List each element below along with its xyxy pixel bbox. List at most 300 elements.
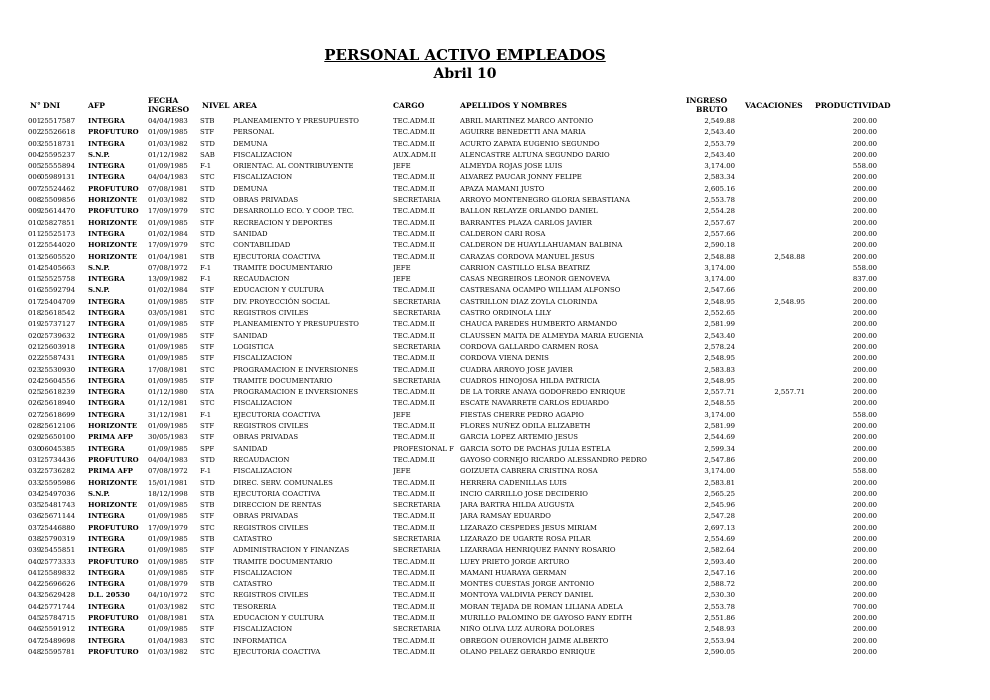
- cell-nombre: CARRION CASTILLO ELSA BEATRIZ: [460, 263, 590, 272]
- cell-dni: 25592794: [40, 286, 76, 295]
- cell-area: TESORERIA: [233, 602, 277, 611]
- cell-cargo: SECRETARIA: [393, 309, 441, 318]
- cell-nivel: STB: [200, 534, 215, 543]
- cell-nivel: STF: [200, 320, 215, 329]
- cell-dni: 06045385: [40, 444, 76, 453]
- cell-fecha: 01/09/1985: [148, 320, 188, 329]
- cell-afp: INTEGRA: [88, 309, 125, 318]
- header-vacaciones: VACACIONES: [745, 101, 803, 110]
- cell-bruto: 2,543.40: [704, 128, 735, 137]
- cell-bruto: 2,552.65: [704, 309, 735, 318]
- cell-bruto: 2,554.28: [704, 207, 735, 216]
- cell-area: FISCALIZACION: [233, 150, 293, 159]
- cell-bruto: 2,551.86: [704, 614, 735, 623]
- cell-nombre: CORDOVA GALLARDO CARMEN ROSA: [460, 342, 599, 351]
- table-row: [0, 489, 990, 500]
- cell-bruto: 2,547.28: [704, 512, 735, 521]
- cell-fecha: 01/09/1985: [148, 501, 188, 510]
- cell-n: 026: [28, 399, 42, 408]
- cell-dni: 25595237: [40, 150, 76, 159]
- cell-afp: INTEGRA: [88, 162, 125, 171]
- cell-nivel: STC: [200, 309, 215, 318]
- cell-dni: 25595781: [40, 647, 76, 656]
- cell-cargo: TEC.ADM.II: [393, 591, 436, 600]
- cell-bruto: 2,530.30: [704, 591, 735, 600]
- table-row: [0, 602, 990, 613]
- cell-afp: HORIZONTE: [88, 196, 138, 205]
- cell-bruto: 2,593.40: [704, 557, 735, 566]
- cell-n: 047: [28, 636, 42, 645]
- cell-nombre: JARA BARTRA HILDA AUGUSTA: [460, 501, 575, 510]
- cell-cargo: SECRETARIA: [393, 196, 441, 205]
- header-nivel: NIVEL: [202, 101, 230, 110]
- cell-afp: HORIZONTE: [88, 501, 138, 510]
- table-row: [0, 387, 990, 398]
- cell-n: 004: [28, 150, 42, 159]
- table-row: [0, 590, 990, 601]
- cell-nivel: STF: [200, 218, 215, 227]
- cell-nivel: STC: [200, 636, 215, 645]
- cell-cargo: TEC.ADM.II: [393, 286, 436, 295]
- cell-fecha: 01/12/1982: [148, 150, 188, 159]
- cell-fecha: 04/04/1983: [148, 173, 188, 182]
- cell-vacaciones: 2,557.71: [774, 388, 805, 397]
- cell-nivel: STC: [200, 591, 215, 600]
- cell-dni: 25525758: [40, 275, 76, 284]
- cell-dni: 25603918: [40, 342, 76, 351]
- cell-area: DIV. PROYECCIÓN SOCIAL: [233, 297, 330, 306]
- cell-n: 001: [28, 117, 42, 125]
- cell-n: 007: [28, 184, 42, 193]
- cell-nombre: CORDOVA VIENA DENIS: [460, 354, 549, 363]
- cell-area: DEMUNA: [233, 139, 268, 148]
- cell-afp: INTEGRA: [88, 365, 125, 374]
- cell-afp: INTEGRA: [88, 117, 125, 125]
- cell-dni: 25771744: [40, 602, 76, 611]
- cell-nombre: LIZARAZO CESPEDES JESUS MIRIAM: [460, 523, 597, 532]
- cell-bruto: 2,583.81: [704, 478, 735, 487]
- cell-afp: INTEGRA: [88, 229, 125, 238]
- cell-area: FISCALIZACION: [233, 173, 293, 182]
- cell-bruto: 2,578.24: [704, 342, 735, 351]
- cell-n: 034: [28, 489, 42, 498]
- cell-n: 015: [28, 275, 42, 284]
- cell-n: 029: [28, 433, 42, 442]
- cell-dni: 25404709: [40, 297, 76, 306]
- cell-fecha: 01/09/1985: [148, 218, 188, 227]
- table-row: [0, 319, 990, 330]
- cell-cargo: TEC.ADM.II: [393, 580, 436, 589]
- cell-bruto: 2,599.34: [704, 444, 735, 453]
- cell-nivel: STF: [200, 546, 215, 555]
- cell-productividad: 200.00: [852, 591, 877, 600]
- table-row: [0, 624, 990, 635]
- cell-productividad: 200.00: [852, 647, 877, 656]
- cell-afp: INTEGRA: [88, 275, 125, 284]
- cell-productividad: 200.00: [852, 297, 877, 306]
- cell-bruto: 2,565.25: [704, 489, 735, 498]
- table-row: [0, 444, 990, 455]
- cell-nivel: STF: [200, 557, 215, 566]
- cell-bruto: 2,590.05: [704, 647, 735, 656]
- cell-cargo: JEFE: [393, 263, 411, 272]
- cell-nombre: ARROYO MONTENEGRO GLORIA SEBASTIANA: [460, 196, 630, 205]
- cell-productividad: 200.00: [852, 252, 877, 261]
- cell-afp: INTEGRA: [88, 444, 125, 453]
- cell-n: 027: [28, 410, 42, 419]
- cell-cargo: TEC.ADM.II: [393, 207, 436, 216]
- cell-area: PLANEAMIENTO Y PRESUPUESTO: [233, 117, 359, 125]
- cell-productividad: 200.00: [852, 580, 877, 589]
- cell-afp: INTEGRA: [88, 399, 125, 408]
- cell-n: 042: [28, 580, 42, 589]
- table-row: [0, 466, 990, 477]
- cell-n: 024: [28, 376, 42, 385]
- cell-n: 040: [28, 557, 42, 566]
- cell-n: 022: [28, 354, 42, 363]
- cell-nivel: STB: [200, 580, 215, 589]
- cell-bruto: 3,174.00: [704, 467, 735, 476]
- cell-nivel: STC: [200, 399, 215, 408]
- cell-productividad: 200.00: [852, 546, 877, 555]
- cell-nombre: MONTOYA VALDIVIA PERCY DANIEL: [460, 591, 594, 600]
- cell-area: DIREC. SERV. COMUNALES: [233, 478, 333, 487]
- cell-dni: 25773333: [40, 557, 76, 566]
- cell-bruto: 2,582.64: [704, 546, 735, 555]
- cell-cargo: SECRETARIA: [393, 297, 441, 306]
- cell-nivel: STF: [200, 433, 215, 442]
- cell-afp: HORIZONTE: [88, 218, 138, 227]
- cell-afp: INTEGRA: [88, 297, 125, 306]
- cell-cargo: TEC.ADM.II: [393, 636, 436, 645]
- cell-dni: 25455851: [40, 546, 76, 555]
- cell-n: 018: [28, 309, 42, 318]
- cell-area: FISCALIZACION: [233, 399, 293, 408]
- cell-afp: PROFUTURO: [88, 455, 139, 464]
- cell-fecha: 17/09/1979: [148, 207, 188, 216]
- cell-afp: INTEGRA: [88, 602, 125, 611]
- cell-dni: 25734436: [40, 455, 76, 464]
- cell-fecha: 30/05/1983: [148, 433, 188, 442]
- cell-nombre: CUADROS HINOJOSA HILDA PATRICIA: [460, 376, 600, 385]
- cell-bruto: 2,605.16: [704, 184, 735, 193]
- cell-nivel: STC: [200, 241, 215, 250]
- cell-fecha: 07/08/1972: [148, 467, 188, 476]
- cell-n: 036: [28, 512, 42, 521]
- header-cargo: CARGO: [393, 101, 425, 110]
- cell-area: LOGISTICA: [233, 342, 274, 351]
- cell-area: SANIDAD: [233, 229, 268, 238]
- cell-dni: 25497036: [40, 489, 76, 498]
- cell-vacaciones: 2,548.95: [774, 297, 805, 306]
- cell-productividad: 558.00: [852, 162, 877, 171]
- cell-cargo: JEFE: [393, 162, 411, 171]
- cell-dni: 25446880: [40, 523, 76, 532]
- cell-cargo: TEC.ADM.II: [393, 241, 436, 250]
- cell-nombre: JARA RAMSAY EDUARDO: [460, 512, 551, 521]
- cell-productividad: 200.00: [852, 478, 877, 487]
- cell-dni: 25784715: [40, 614, 76, 623]
- cell-afp: PROFUTURO: [88, 184, 139, 193]
- cell-nivel: STF: [200, 625, 215, 634]
- cell-area: PERSONAL: [233, 128, 274, 137]
- cell-afp: HORIZONTE: [88, 422, 138, 431]
- cell-nivel: STB: [200, 117, 215, 125]
- cell-dni: 25736282: [40, 467, 76, 476]
- cell-bruto: 2,548.95: [704, 354, 735, 363]
- cell-dni: 25525173: [40, 229, 76, 238]
- cell-cargo: TEC.ADM.II: [393, 173, 436, 182]
- cell-bruto: 2,581.99: [704, 320, 735, 329]
- cell-fecha: 01/09/1985: [148, 354, 188, 363]
- cell-productividad: 200.00: [852, 501, 877, 510]
- cell-fecha: 17/08/1981: [148, 365, 188, 374]
- cell-afp: INTEGRA: [88, 580, 125, 589]
- cell-afp: INTEGRA: [88, 320, 125, 329]
- cell-n: 020: [28, 331, 42, 340]
- cell-nivel: STB: [200, 489, 215, 498]
- cell-cargo: SECRETARIA: [393, 534, 441, 543]
- cell-nombre: MURILLO PALOMINO DE GAYOSO FANY EDITH: [460, 614, 633, 623]
- cell-bruto: 2,548.95: [704, 297, 735, 306]
- cell-productividad: 200.00: [852, 444, 877, 453]
- cell-cargo: TEC.ADM.II: [393, 602, 436, 611]
- cell-productividad: 200.00: [852, 354, 877, 363]
- cell-bruto: 3,174.00: [704, 162, 735, 171]
- cell-area: TRAMITE DOCUMENTARIO: [233, 376, 333, 385]
- cell-nombre: APAZA MAMANI JUSTO: [460, 184, 545, 193]
- cell-area: OBRAS PRIVADAS: [233, 433, 299, 442]
- cell-fecha: 01/09/1985: [148, 376, 188, 385]
- cell-productividad: 200.00: [852, 241, 877, 250]
- cell-n: 023: [28, 365, 42, 374]
- employee-table: [0, 116, 990, 658]
- cell-n: 021: [28, 342, 42, 351]
- cell-nivel: STF: [200, 354, 215, 363]
- cell-productividad: 200.00: [852, 636, 877, 645]
- cell-nombre: CUADRA ARROYO JOSE JAVIER: [460, 365, 573, 374]
- cell-bruto: 2,553.79: [704, 139, 735, 148]
- cell-productividad: 200.00: [852, 309, 877, 318]
- cell-afp: INTEGRA: [88, 568, 125, 577]
- cell-nivel: STF: [200, 342, 215, 351]
- table-row: [0, 240, 990, 251]
- table-row: [0, 432, 990, 443]
- cell-fecha: 01/09/1985: [148, 162, 188, 171]
- table-row: [0, 308, 990, 319]
- table-row: [0, 511, 990, 522]
- cell-nivel: STF: [200, 286, 215, 295]
- cell-bruto: 2,545.96: [704, 501, 735, 510]
- table-row: [0, 455, 990, 466]
- cell-fecha: 01/09/1985: [148, 546, 188, 555]
- cell-nombre: MONTES CUESTAS JORGE ANTONIO: [460, 580, 595, 589]
- table-row: [0, 206, 990, 217]
- cell-n: 010: [28, 218, 42, 227]
- cell-dni: 25739632: [40, 331, 76, 340]
- cell-area: PROGRAMACION E INVERSIONES: [233, 388, 359, 397]
- cell-fecha: 07/08/1972: [148, 263, 188, 272]
- cell-bruto: 3,174.00: [704, 263, 735, 272]
- cell-fecha: 01/03/1982: [148, 602, 188, 611]
- cell-area: REGISTROS CIVILES: [233, 591, 309, 600]
- cell-afp: INTEGRA: [88, 139, 125, 148]
- cell-dni: 25526618: [40, 128, 76, 137]
- cell-n: 012: [28, 241, 42, 250]
- header-n: N°: [30, 101, 41, 110]
- cell-n: 031: [28, 455, 42, 464]
- cell-nivel: STF: [200, 297, 215, 306]
- cell-cargo: TEC.ADM.II: [393, 365, 436, 374]
- cell-fecha: 04/10/1972: [148, 591, 188, 600]
- table-row: [0, 274, 990, 285]
- cell-nombre: MAMANI HUARAYA GERMAN: [460, 568, 567, 577]
- cell-nivel: STF: [200, 422, 215, 431]
- cell-area: REGISTROS CIVILES: [233, 523, 309, 532]
- cell-area: EDUCACION Y CULTURA: [233, 286, 324, 295]
- cell-nombre: DE LA TORRE ANAYA GODOFREDO ENRIQUE: [460, 388, 626, 397]
- cell-nombre: OBREGON OUEROVICH JAIME ALBERTO: [460, 636, 609, 645]
- cell-dni: 25595986: [40, 478, 76, 487]
- cell-afp: PRIMA AFP: [88, 467, 133, 476]
- cell-fecha: 01/03/1982: [148, 647, 188, 656]
- cell-bruto: 2,547.66: [704, 286, 735, 295]
- cell-area: DESARROLLO ECO. Y COOP. TEC.: [233, 207, 354, 216]
- cell-fecha: 01/02/1984: [148, 286, 188, 295]
- cell-nivel: STC: [200, 173, 215, 182]
- cell-n: 032: [28, 467, 42, 476]
- cell-bruto: 2,557.71: [704, 388, 735, 397]
- cell-nombre: OLANO PELAEZ GERARDO ENRIQUE: [460, 647, 596, 656]
- cell-nivel: F-1: [200, 263, 212, 272]
- cell-nombre: CLAUSSEN MAITA DE ALMEYDA MARIA EUGENIA: [460, 331, 644, 340]
- cell-n: 016: [28, 286, 42, 295]
- table-row: [0, 523, 990, 534]
- cell-cargo: TEC.ADM.II: [393, 320, 436, 329]
- cell-cargo: TEC.ADM.II: [393, 433, 436, 442]
- cell-productividad: 200.00: [852, 625, 877, 634]
- cell-nivel: STD: [200, 196, 215, 205]
- cell-nombre: ALMEYDA ROJAS JOSE LUIS: [460, 162, 563, 171]
- cell-fecha: 01/12/1981: [148, 399, 188, 408]
- cell-cargo: TEC.ADM.II: [393, 614, 436, 623]
- cell-nombre: CASTRILLON DIAZ ZOYLA CLORINDA: [460, 297, 598, 306]
- cell-bruto: 2,588.72: [704, 580, 735, 589]
- cell-nombre: ALVAREZ PAUCAR JONNY FELIPE: [460, 173, 582, 182]
- cell-nombre: GARCIA LOPEZ ARTEMIO JESUS: [460, 433, 579, 442]
- cell-dni: 05989131: [40, 173, 76, 182]
- cell-nivel: STB: [200, 501, 215, 510]
- cell-cargo: TEC.ADM.II: [393, 489, 436, 498]
- cell-fecha: 03/05/1981: [148, 309, 188, 318]
- cell-area: CONTABILIDAD: [233, 241, 291, 250]
- table-row: [0, 331, 990, 342]
- header-bruto: BRUTO: [696, 105, 728, 114]
- cell-n: 006: [28, 173, 42, 182]
- cell-dni: 25530930: [40, 365, 76, 374]
- cell-dni: 25489698: [40, 636, 76, 645]
- cell-dni: 25790319: [40, 534, 76, 543]
- cell-area: SANIDAD: [233, 331, 268, 340]
- cell-bruto: 2,697.13: [704, 523, 735, 532]
- cell-area: EJECUTORIA COACTIVA: [233, 252, 321, 261]
- cell-fecha: 07/08/1981: [148, 184, 188, 193]
- table-row: [0, 534, 990, 545]
- table-row: [0, 342, 990, 353]
- cell-dni: 25604556: [40, 376, 76, 385]
- cell-dni: 25614470: [40, 207, 76, 216]
- cell-bruto: 3,174.00: [704, 410, 735, 419]
- cell-dni: 25509856: [40, 196, 76, 205]
- cell-area: EDUCACION Y CULTURA: [233, 614, 324, 623]
- table-row: [0, 647, 990, 658]
- table-row: [0, 229, 990, 240]
- cell-afp: S.N.P.: [88, 263, 110, 272]
- cell-bruto: 2,547.86: [704, 455, 735, 464]
- cell-nivel: STC: [200, 647, 215, 656]
- cell-fecha: 01/02/1984: [148, 229, 188, 238]
- cell-afp: PROFUTURO: [88, 128, 139, 137]
- cell-cargo: TEC.ADM.II: [393, 331, 436, 340]
- cell-nivel: STC: [200, 602, 215, 611]
- cell-fecha: 01/04/1983: [148, 636, 188, 645]
- cell-bruto: 2,557.66: [704, 229, 735, 238]
- cell-afp: INTEGRA: [88, 354, 125, 363]
- table-row: [0, 116, 990, 127]
- cell-fecha: 17/09/1979: [148, 523, 188, 532]
- cell-cargo: PROFESIONAL F: [393, 444, 454, 453]
- cell-area: EJECUTORIA COACTIVA: [233, 489, 321, 498]
- cell-fecha: 31/12/1981: [148, 410, 188, 419]
- cell-nivel: F-1: [200, 162, 212, 171]
- cell-area: ORIENTAC. AL CONTRIBUYENTE: [233, 162, 354, 171]
- cell-bruto: 2,544.69: [704, 433, 735, 442]
- cell-cargo: TEC.ADM.II: [393, 557, 436, 566]
- cell-cargo: TEC.ADM.II: [393, 647, 436, 656]
- cell-cargo: TEC.ADM.II: [393, 478, 436, 487]
- cell-dni: 25481743: [40, 501, 76, 510]
- table-row: [0, 376, 990, 387]
- cell-fecha: 01/03/1982: [148, 139, 188, 148]
- cell-fecha: 01/09/1985: [148, 331, 188, 340]
- cell-bruto: 2,553.78: [704, 196, 735, 205]
- cell-cargo: TEC.ADM.II: [393, 139, 436, 148]
- cell-bruto: 2,548.93: [704, 625, 735, 634]
- cell-dni: 25518731: [40, 139, 76, 148]
- cell-fecha: 17/09/1979: [148, 241, 188, 250]
- cell-nivel: STB: [200, 252, 215, 261]
- cell-productividad: 200.00: [852, 196, 877, 205]
- cell-cargo: TEC.ADM.II: [393, 184, 436, 193]
- cell-fecha: 01/09/1985: [148, 297, 188, 306]
- cell-cargo: TEC.ADM.II: [393, 218, 436, 227]
- cell-productividad: 200.00: [852, 139, 877, 148]
- cell-productividad: 200.00: [852, 331, 877, 340]
- cell-productividad: 200.00: [852, 128, 877, 137]
- cell-nombre: ACURTO ZAPATA EUGENIO SEGUNDO: [460, 139, 600, 148]
- cell-bruto: 2,554.69: [704, 534, 735, 543]
- cell-fecha: 01/08/1981: [148, 614, 188, 623]
- cell-fecha: 01/09/1985: [148, 557, 188, 566]
- cell-cargo: TEC.ADM.II: [393, 512, 436, 521]
- table-row: [0, 252, 990, 263]
- cell-productividad: 200.00: [852, 150, 877, 159]
- cell-fecha: 15/01/1981: [148, 478, 188, 487]
- cell-productividad: 200.00: [852, 218, 877, 227]
- cell-fecha: 01/12/1980: [148, 388, 188, 397]
- cell-n: 033: [28, 478, 42, 487]
- cell-fecha: 01/04/1981: [148, 252, 188, 261]
